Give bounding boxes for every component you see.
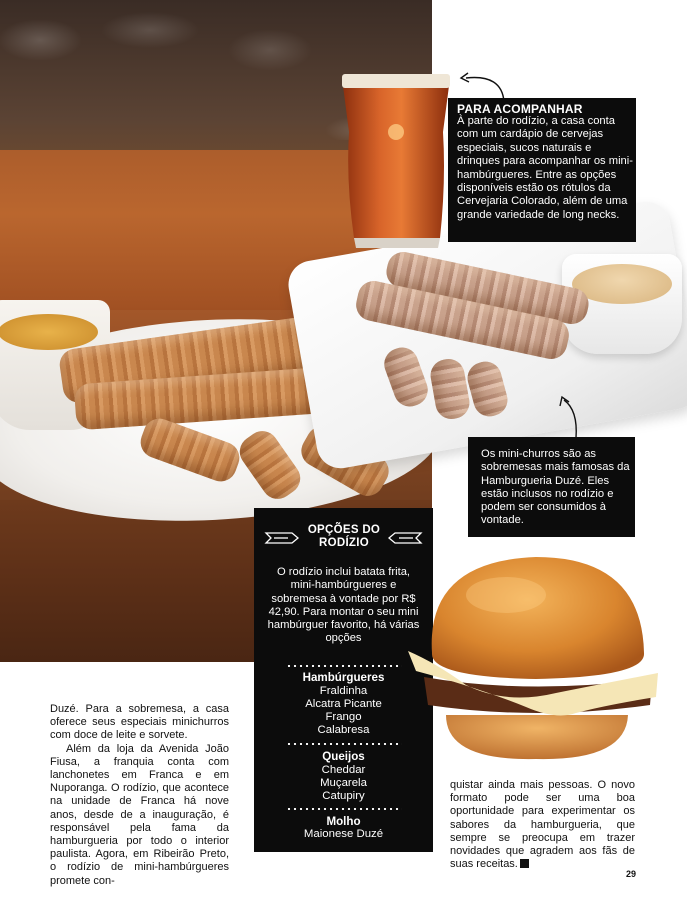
option-item: Fraldinha [319,685,368,697]
option-item: Alcatra Picante [305,698,382,710]
option-item: Cheddar [321,764,366,776]
mini-burger-image [406,555,658,765]
article-column-right [450,779,635,871]
accompaniment-title: PARA ACOMPANHAR [457,102,583,116]
option-item: Muçarela [320,777,367,789]
dotted-divider [286,808,402,810]
churros-caption-text: Os mini-churros são as sobremesas mais famosas da Hamburgueria Duzé. Eles estão inclusos no rodízio e podem ser consumidos à vontade. [481,448,630,527]
arrow-icon [556,394,586,440]
rodizio-heading: OPÇÕES DO RODÍZIO [307,524,381,549]
dotted-divider [286,743,402,745]
accompaniment-box [448,98,636,242]
page-number: 29 [626,869,637,879]
dotted-divider [286,665,402,667]
ribbon-ornament-icon [264,530,300,546]
ribbon-ornament-icon [387,530,423,546]
section-title-hamburgueres: Hambúrgueres [302,671,385,684]
end-of-article-icon [520,859,529,868]
option-item: Catupiry [322,790,365,802]
accompaniment-text: À parte do rodízio, a casa conta com um cardápio de cervejas especiais, sucos naturais e drinques para acompanhar os mini-hambúrgueres. Entre as opções disponíveis estão os rótulos da Cervejaria Colorado, além de uma grande variedade de long necks. [457,115,633,221]
rodizio-intro: O rodízio inclui batata frita, mini-hambúrgueres e sobremesa à vontade por R$ 42,90. Para montar o seu mini hambúrguer favorito, há várias opções [267,566,420,645]
option-item: Frango [325,711,362,723]
article-column-left [50,703,229,888]
option-item: Maionese Duzé [303,828,384,840]
section-title-queijos: Queijos [322,750,365,763]
beer-glass-image [340,72,452,250]
article-paragraph: Além da loja da Avenida João Fiusa, a franquia conta com lanchonetes em Franca e em Nuporanga. O rodízio, que acontece na unidade de Franca há nove anos, desde de a inauguração, é responsável pela fama da hamburgueria por todo o interior paulista. Agora, em Ribeirão Preto, o rodízio de mini-hambúrgueres promete con- [50,742,229,887]
churros-caption-box [468,437,635,537]
section-title-molho: Molho [326,815,361,828]
article-paragraph: Duzé. Para a sobremesa, a casa oferece seus especiais minichurros com doce de leite e sorvete. [50,703,229,742]
option-item: Calabresa [317,724,370,736]
article-paragraph: quistar ainda mais pessoas. O novo formato pode ser uma boa oportunidade para experimentar os sabores da hamburgueria, que sempre se preocupa em trazer novidades que agradem aos fãs de suas receitas. [450,779,635,871]
